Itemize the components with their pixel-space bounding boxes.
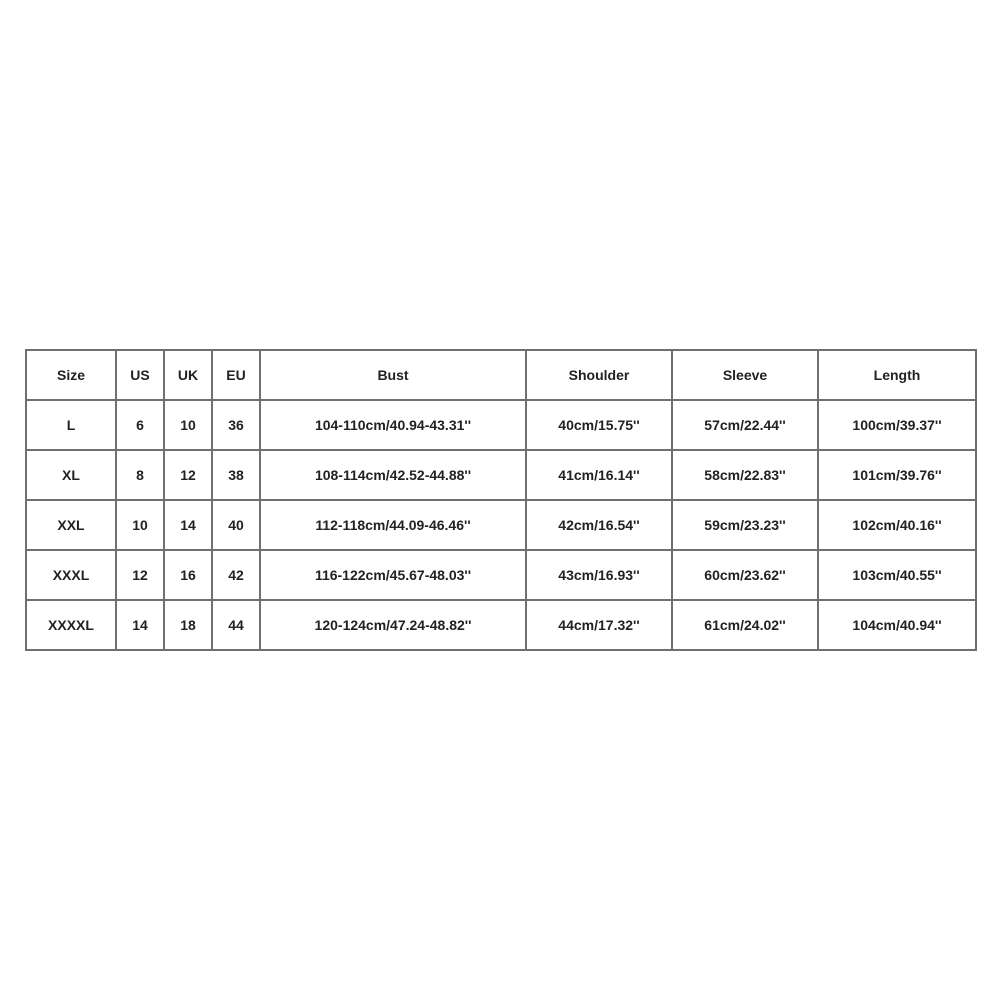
table-row xyxy=(26,600,976,650)
cell-uk: 16 xyxy=(164,550,212,600)
header-eu: EU xyxy=(212,350,260,400)
cell-uk: 18 xyxy=(164,600,212,650)
cell-bust: 104-110cm/40.94-43.31'' xyxy=(260,400,526,450)
cell-length: 103cm/40.55'' xyxy=(818,550,976,600)
cell-length: 102cm/40.16'' xyxy=(818,500,976,550)
cell-size: XXL xyxy=(26,500,116,550)
table-row xyxy=(26,450,976,500)
size-chart-table xyxy=(25,349,977,651)
cell-length: 100cm/39.37'' xyxy=(818,400,976,450)
cell-sleeve: 57cm/22.44'' xyxy=(672,400,818,450)
cell-size: XXXL xyxy=(26,550,116,600)
cell-bust: 108-114cm/42.52-44.88'' xyxy=(260,450,526,500)
cell-sleeve: 60cm/23.62'' xyxy=(672,550,818,600)
header-us: US xyxy=(116,350,164,400)
cell-size: L xyxy=(26,400,116,450)
cell-sleeve: 61cm/24.02'' xyxy=(672,600,818,650)
cell-sleeve: 58cm/22.83'' xyxy=(672,450,818,500)
cell-uk: 10 xyxy=(164,400,212,450)
cell-eu: 42 xyxy=(212,550,260,600)
cell-eu: 44 xyxy=(212,600,260,650)
cell-length: 104cm/40.94'' xyxy=(818,600,976,650)
header-size: Size xyxy=(26,350,116,400)
header-bust: Bust xyxy=(260,350,526,400)
cell-eu: 38 xyxy=(212,450,260,500)
cell-us: 14 xyxy=(116,600,164,650)
header-uk: UK xyxy=(164,350,212,400)
cell-length: 101cm/39.76'' xyxy=(818,450,976,500)
table-row xyxy=(26,500,976,550)
cell-size: XL xyxy=(26,450,116,500)
cell-eu: 36 xyxy=(212,400,260,450)
cell-sleeve: 59cm/23.23'' xyxy=(672,500,818,550)
cell-uk: 14 xyxy=(164,500,212,550)
cell-us: 8 xyxy=(116,450,164,500)
table-row xyxy=(26,400,976,450)
header-sleeve: Sleeve xyxy=(672,350,818,400)
cell-bust: 116-122cm/45.67-48.03'' xyxy=(260,550,526,600)
cell-shoulder: 40cm/15.75'' xyxy=(526,400,672,450)
cell-us: 10 xyxy=(116,500,164,550)
cell-shoulder: 41cm/16.14'' xyxy=(526,450,672,500)
cell-us: 12 xyxy=(116,550,164,600)
header-shoulder: Shoulder xyxy=(526,350,672,400)
cell-bust: 120-124cm/47.24-48.82'' xyxy=(260,600,526,650)
table-row xyxy=(26,550,976,600)
cell-size: XXXXL xyxy=(26,600,116,650)
cell-shoulder: 44cm/17.32'' xyxy=(526,600,672,650)
header-length: Length xyxy=(818,350,976,400)
cell-bust: 112-118cm/44.09-46.46'' xyxy=(260,500,526,550)
cell-uk: 12 xyxy=(164,450,212,500)
table-header-row xyxy=(26,350,976,400)
cell-eu: 40 xyxy=(212,500,260,550)
cell-shoulder: 42cm/16.54'' xyxy=(526,500,672,550)
cell-us: 6 xyxy=(116,400,164,450)
cell-shoulder: 43cm/16.93'' xyxy=(526,550,672,600)
